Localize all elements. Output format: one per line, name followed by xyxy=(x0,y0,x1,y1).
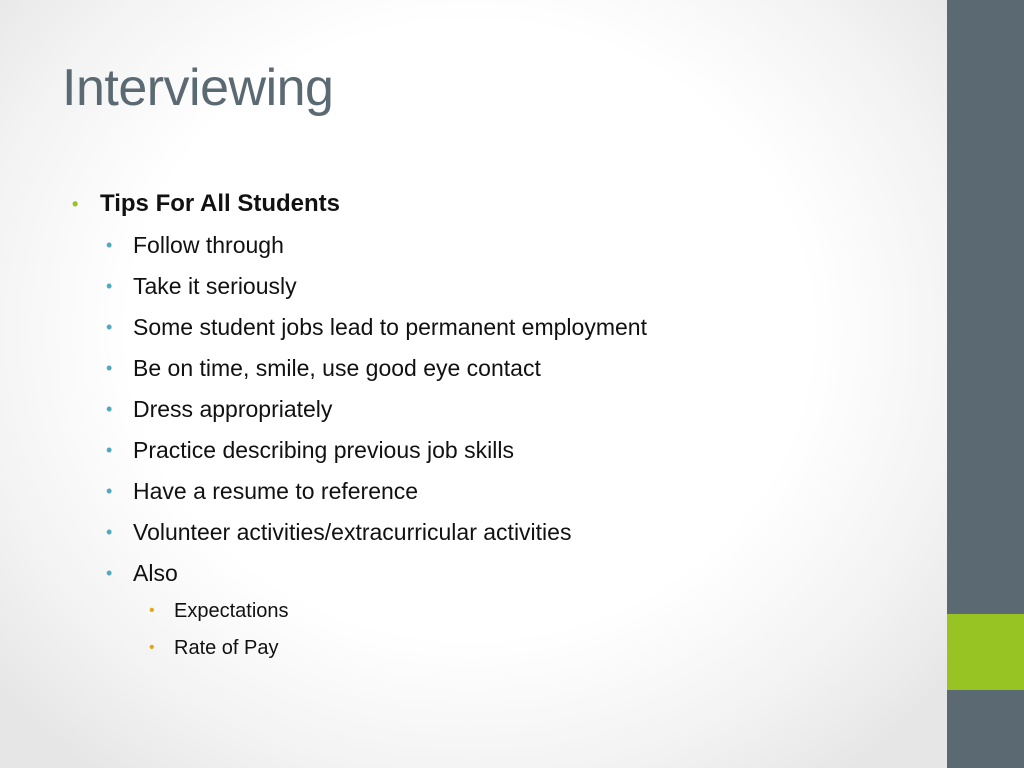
slide-title: Interviewing xyxy=(62,59,334,117)
bullet-dot-icon: • xyxy=(106,522,113,542)
list-item xyxy=(106,227,932,268)
sub-list-item xyxy=(149,596,932,633)
list-item xyxy=(106,514,932,555)
list-item xyxy=(106,555,932,596)
list-item xyxy=(106,268,932,309)
list-item-text: Dress appropriately xyxy=(133,396,333,422)
bullet-dot-icon: • xyxy=(72,194,79,214)
bullet-dot-icon: • xyxy=(106,481,113,501)
sub-list-item-text: Rate of Pay xyxy=(174,637,279,659)
sub-list-item xyxy=(149,633,932,670)
bullet-dot-icon: • xyxy=(149,639,155,656)
bullet-list xyxy=(72,186,932,670)
list-item xyxy=(106,309,932,350)
list-item-text: Follow through xyxy=(133,232,284,258)
bullet-dot-icon: • xyxy=(106,317,113,337)
bullet-dot-icon: • xyxy=(106,440,113,460)
bullet-dot-icon: • xyxy=(106,276,113,296)
list-item-text: Take it seriously xyxy=(133,273,297,299)
sub-list-item-text: Expectations xyxy=(174,600,289,622)
bullet-dot-icon: • xyxy=(106,399,113,419)
list-item-text: Volunteer activities/extracurricular activities xyxy=(133,519,572,545)
list-item xyxy=(106,350,932,391)
list-item xyxy=(106,473,932,514)
list-item-text: Also xyxy=(133,560,178,586)
bullet-heading xyxy=(72,186,932,227)
bullet-dot-icon: • xyxy=(106,563,113,583)
bullet-dot-icon: • xyxy=(106,235,113,255)
list-item xyxy=(106,432,932,473)
bullet-dot-icon: • xyxy=(149,602,155,619)
heading-text: Tips For All Students xyxy=(100,190,341,217)
list-item-text: Have a resume to reference xyxy=(133,478,419,504)
list-item-text: Practice describing previous job skills xyxy=(133,437,514,463)
side-accent-block xyxy=(947,614,1024,690)
list-item xyxy=(106,391,932,432)
list-item-text: Be on time, smile, use good eye contact xyxy=(133,355,541,381)
bullet-dot-icon: • xyxy=(106,358,113,378)
list-item-text: Some student jobs lead to permanent employment xyxy=(133,314,647,340)
